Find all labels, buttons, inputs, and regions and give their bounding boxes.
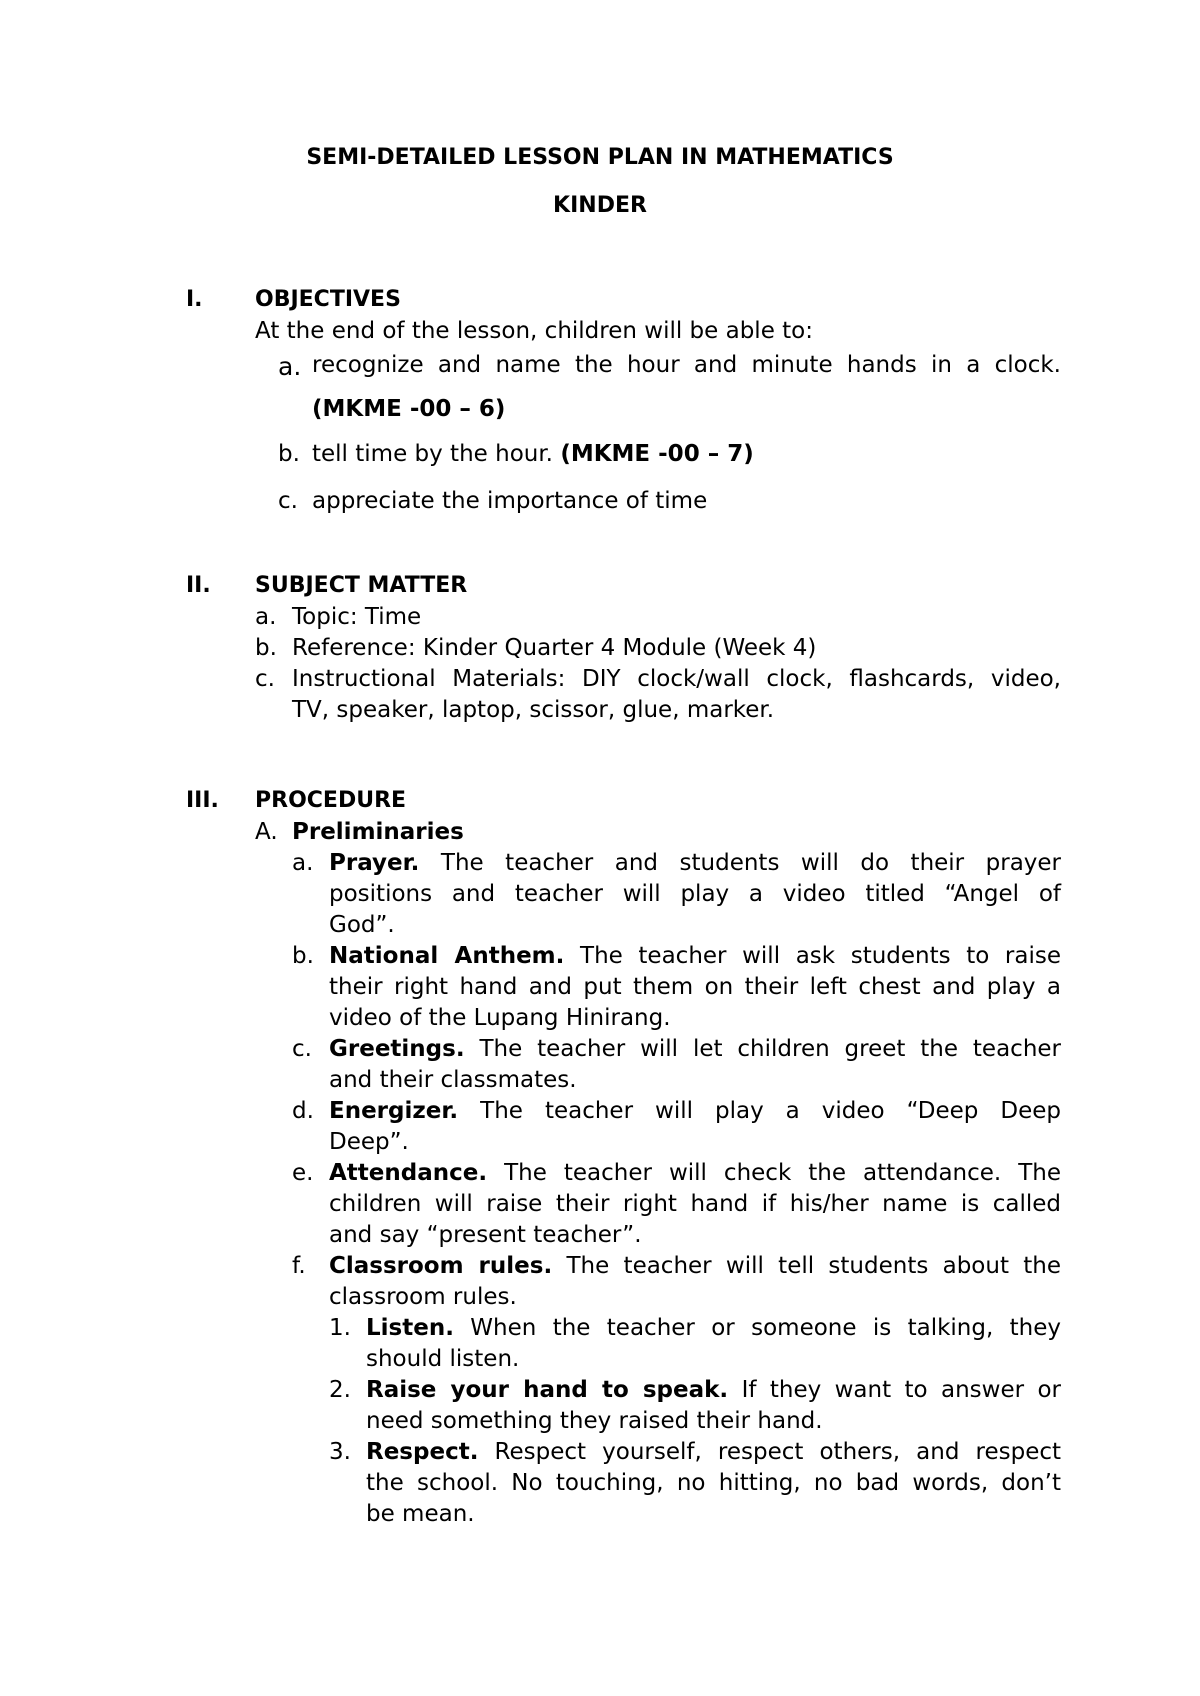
objective-code: (MKME -00 – 7) bbox=[560, 441, 754, 467]
objective-marker: a. bbox=[278, 352, 302, 381]
section-numeral-procedure: III. bbox=[186, 788, 219, 813]
section-heading-subject-matter: SUBJECT MATTER bbox=[255, 573, 468, 598]
objective-item-b bbox=[312, 441, 754, 467]
rule-label: Respect. bbox=[366, 1439, 479, 1465]
procedure-item-line: and their classmates. bbox=[329, 1067, 577, 1093]
procedure-item-line: video of the Lupang Hinirang. bbox=[329, 1005, 671, 1031]
procedure-marker: d. bbox=[292, 1098, 314, 1124]
procedure-item-line: and say “present teacher”. bbox=[329, 1222, 642, 1248]
rule-label: Raise your hand to speak. bbox=[366, 1377, 729, 1403]
rule-line: should listen. bbox=[366, 1346, 520, 1372]
procedure-item-label: Greetings. bbox=[329, 1036, 465, 1062]
rule-line: be mean. bbox=[366, 1501, 475, 1527]
rule-label: Listen. bbox=[366, 1315, 454, 1341]
procedure-item-label: Energizer. bbox=[329, 1098, 459, 1124]
procedure-item-first-line: Prayer. The teacher and students will do their prayer bbox=[329, 850, 1061, 876]
section-numeral-subject-matter: II. bbox=[186, 573, 211, 598]
rule-marker: 3. bbox=[329, 1439, 351, 1465]
procedure-marker: b. bbox=[292, 943, 314, 969]
procedure-item-label: Prayer. bbox=[329, 850, 420, 876]
rule-marker: 1. bbox=[329, 1315, 351, 1341]
subject-marker: a. bbox=[255, 604, 277, 630]
procedure-item-first-line: Greetings. The teacher will let children greet the teacher bbox=[329, 1036, 1062, 1062]
rule-marker: 2. bbox=[329, 1377, 351, 1403]
procedure-marker: c. bbox=[292, 1036, 312, 1062]
document-subtitle: KINDER bbox=[553, 193, 647, 218]
objective-text: recognize and name the hour and minute hands in a clock. bbox=[312, 352, 1061, 378]
subsection-marker: A. bbox=[255, 819, 278, 845]
subject-item-text: TV, speaker, laptop, scissor, glue, marker. bbox=[292, 697, 775, 723]
subject-item-text: Reference: Kinder Quarter 4 Module (Week 4) bbox=[292, 635, 817, 661]
subject-item-text: Instructional Materials: DIY clock/wall clock, flashcards, video, bbox=[292, 666, 1061, 692]
section-numeral-objectives: I. bbox=[186, 287, 203, 312]
procedure-item-first-line: National Anthem. The teacher will ask students to raise bbox=[329, 943, 1062, 969]
document-title: SEMI-DETAILED LESSON PLAN IN MATHEMATICS bbox=[306, 145, 894, 170]
procedure-item-line: their right hand and put them on their left chest and play a bbox=[329, 974, 1061, 1000]
objective-text: tell time by the hour. bbox=[312, 441, 553, 467]
procedure-marker: e. bbox=[292, 1160, 314, 1186]
procedure-item-first-line: Attendance. The teacher will check the attendance. The bbox=[329, 1160, 1062, 1186]
procedure-marker: f. bbox=[292, 1253, 306, 1279]
procedure-item-first-line: Energizer. The teacher will play a video “Deep Deep bbox=[329, 1098, 1061, 1124]
section-heading-procedure: PROCEDURE bbox=[255, 788, 407, 813]
rule-first-line: Respect. Respect yourself, respect others, and respect bbox=[366, 1439, 1062, 1465]
rule-line: the school. No touching, no hitting, no bad words, don’t bbox=[366, 1470, 1061, 1496]
procedure-item-label: Classroom rules. bbox=[329, 1253, 553, 1279]
objective-code: (MKME -00 – 6) bbox=[312, 396, 506, 422]
procedure-marker: a. bbox=[292, 850, 314, 876]
procedure-item-line: classroom rules. bbox=[329, 1284, 517, 1310]
objectives-intro: At the end of the lesson, children will be able to: bbox=[255, 318, 813, 344]
section-heading-objectives: OBJECTIVES bbox=[255, 287, 401, 312]
procedure-item-line: children will raise their right hand if his/her name is called bbox=[329, 1191, 1061, 1217]
objective-marker: c. bbox=[278, 488, 298, 514]
rule-line: need something they raised their hand. bbox=[366, 1408, 823, 1434]
procedure-item-line: Deep”. bbox=[329, 1129, 409, 1155]
procedure-item-line: positions and teacher will play a video titled “Angel of bbox=[329, 881, 1061, 907]
subject-marker: b. bbox=[255, 635, 277, 661]
objective-marker: b. bbox=[278, 441, 300, 467]
rule-first-line: Raise your hand to speak. If they want to answer or bbox=[366, 1377, 1062, 1403]
procedure-item-label: Attendance. bbox=[329, 1160, 488, 1186]
procedure-item-line: God”. bbox=[329, 912, 395, 938]
procedure-item-label: National Anthem. bbox=[329, 943, 565, 969]
subject-item-text: Topic: Time bbox=[292, 604, 422, 630]
procedure-item-first-line: Classroom rules. The teacher will tell students about the bbox=[329, 1253, 1061, 1279]
objective-text: appreciate the importance of time bbox=[312, 488, 708, 514]
subsection-heading: Preliminaries bbox=[292, 819, 464, 845]
rule-first-line: Listen. When the teacher or someone is talking, they bbox=[366, 1315, 1061, 1341]
subject-marker: c. bbox=[255, 666, 275, 692]
